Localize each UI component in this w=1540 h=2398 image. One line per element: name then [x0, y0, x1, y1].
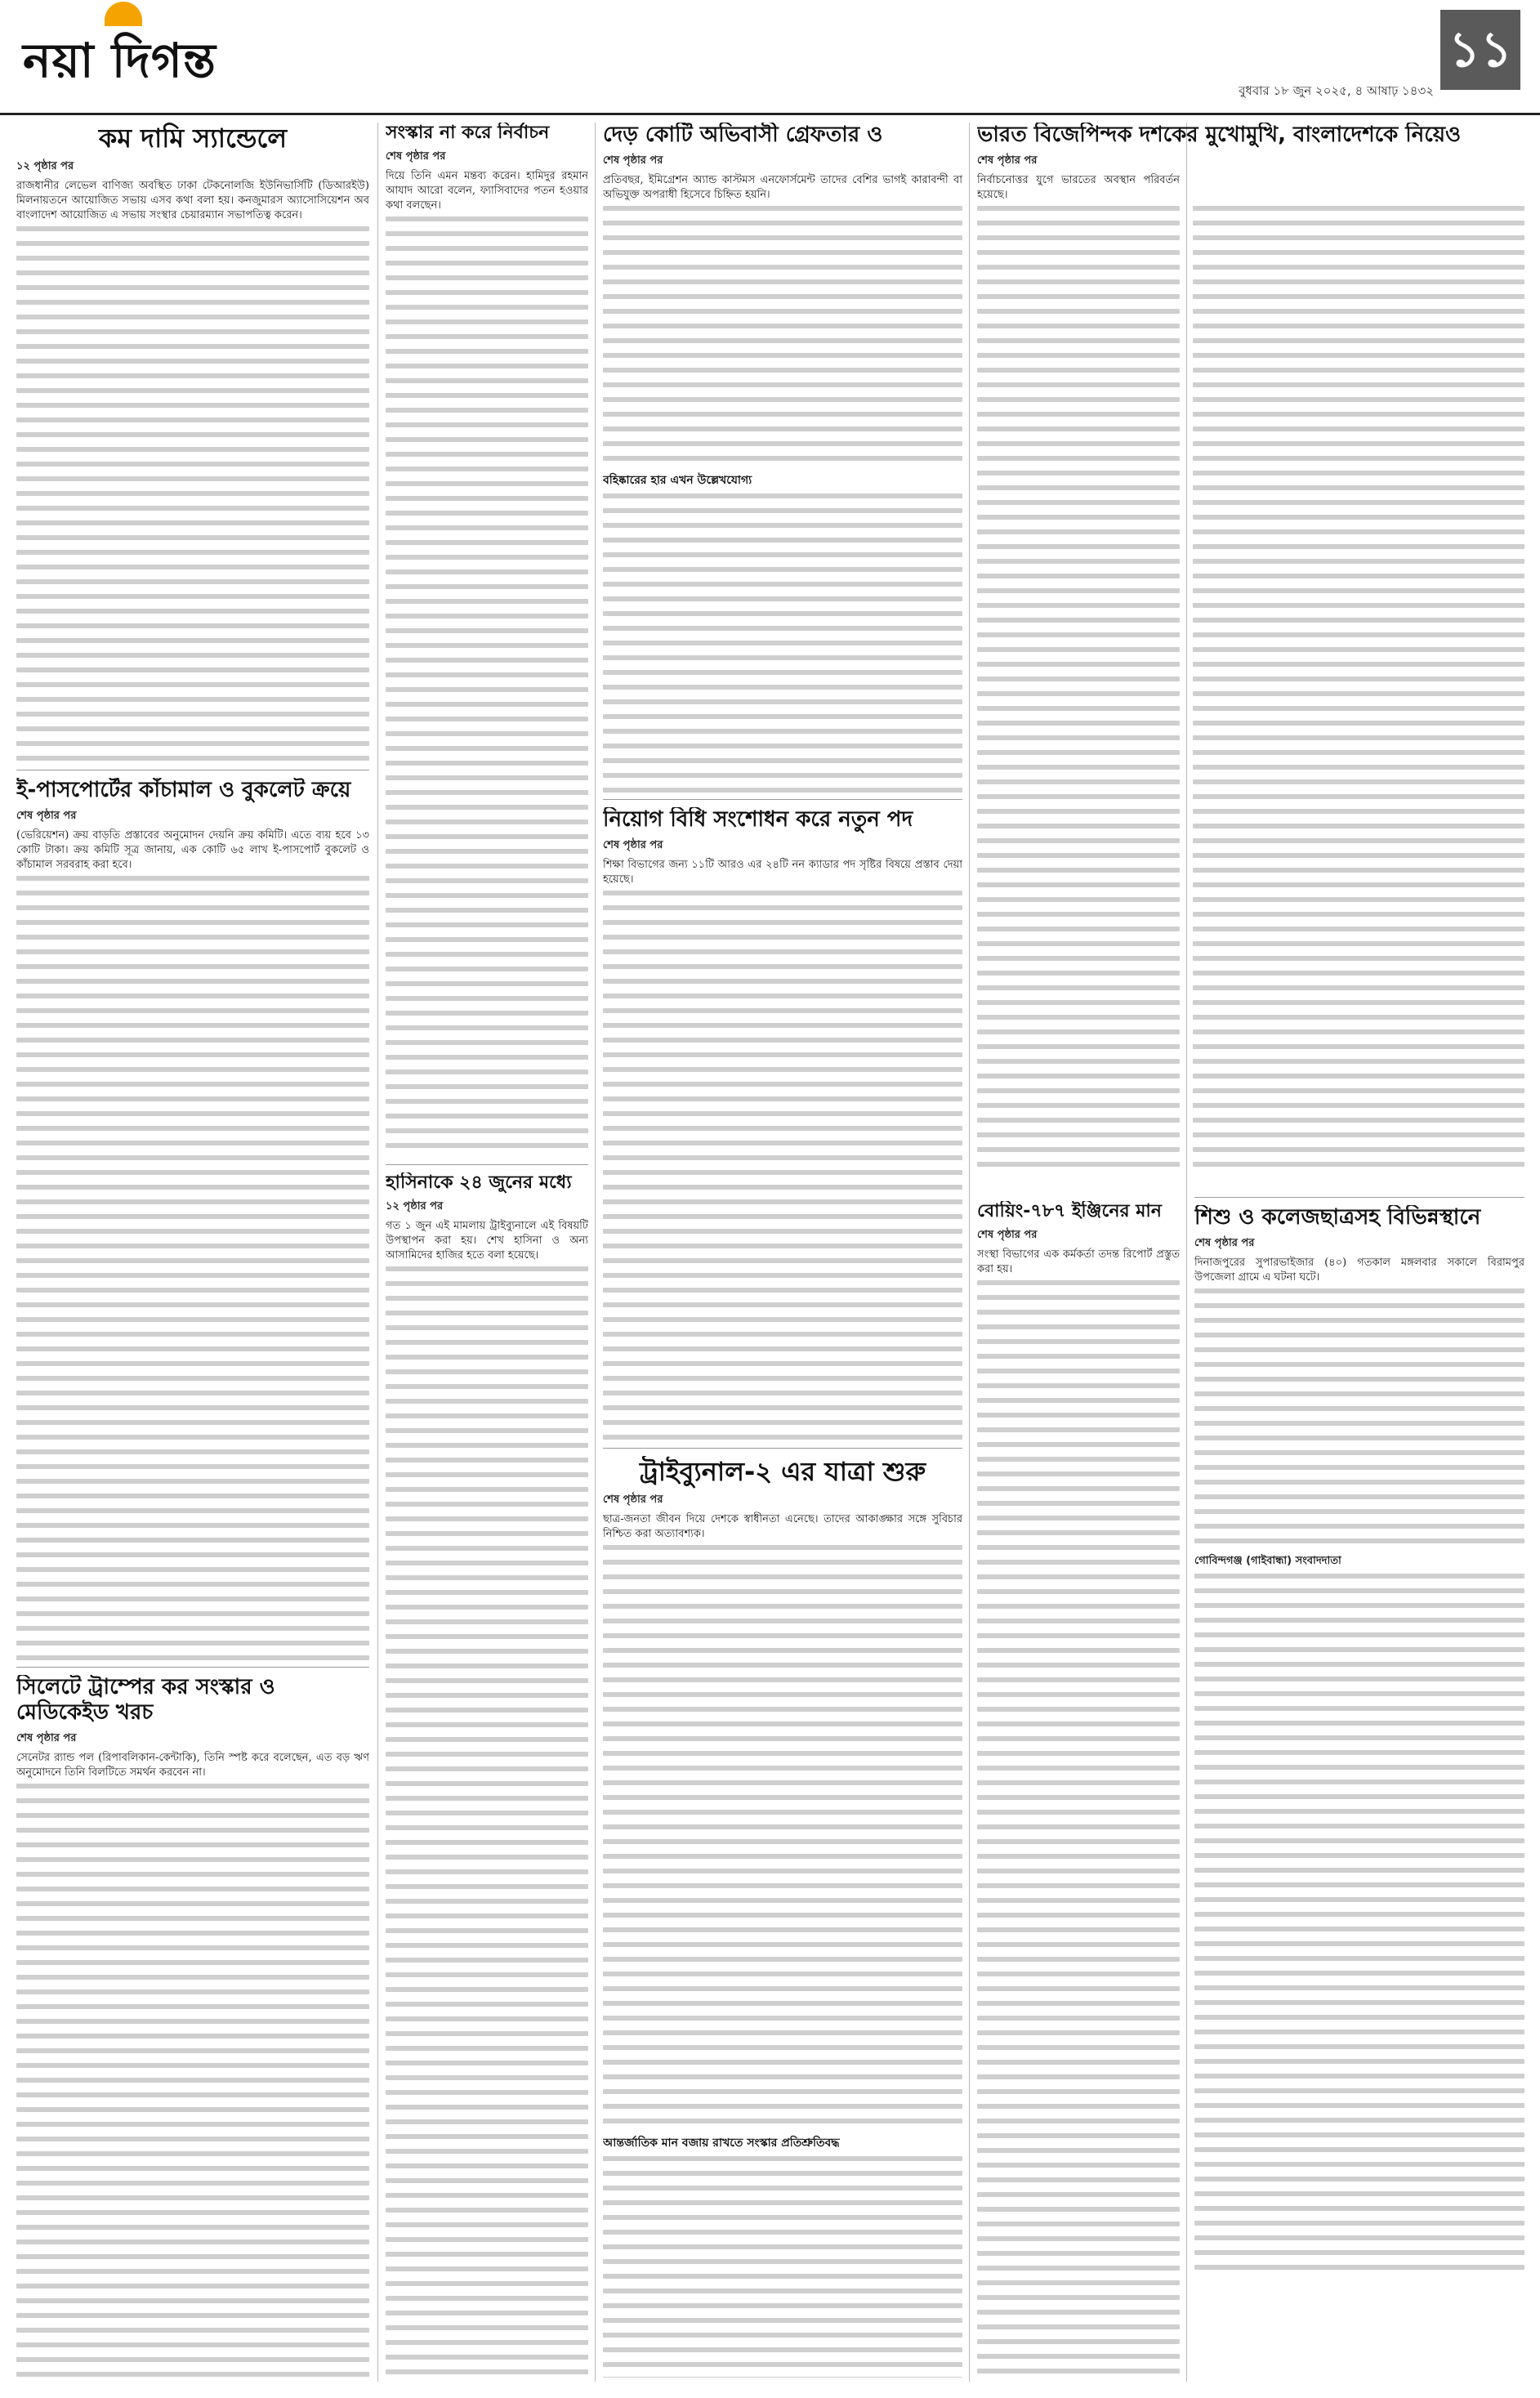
- story-lead: সংস্থা বিভাগের এক কর্মকর্তা তদন্ত রিপোর্ট প্রস্তুত করা হয়।: [977, 1248, 1180, 1276]
- story-india-bjp: [977, 123, 1524, 1193]
- story-lead: (ভেরিয়েশন) ক্রয় বাড়তি প্রস্তাবের অনুমোদন দেয়নি ক্রয় কমিটি। এতে ব্যয় হবে ১৩ কোটি টাকা। ক্রয় কমিটি সূত্র জানায়, এক কোটি ৬৫ লাখ ই-পাসপোর্ট বুকলেট ও কাঁচামাল সরবরাহ করা হবে।: [16, 829, 369, 872]
- story-subhead: বহিষ্কারের হার এখন উল্লেখযোগ্য: [603, 474, 752, 488]
- masthead: [0, 0, 1540, 115]
- story-lead: নির্বাচনোত্তর যুগে ভারতের অবস্থান পরিবর্তন হয়েছে।: [977, 174, 1180, 202]
- story-hasina: [386, 1172, 588, 2378]
- story-headline: ভারত বিজেপিন্দক দশকের মুখোমুখি, বাংলাদেশকে নিয়েও: [977, 123, 1462, 147]
- story-body: [16, 226, 369, 764]
- story-reform-election: [386, 123, 588, 1156]
- story-divider: [16, 1667, 369, 1668]
- issue-date: বুধবার ১৮ জুন ২০২৫, ৪ আষাঢ় ১৪৩২: [1239, 83, 1434, 98]
- newspaper-logo: নয়া দিগন্ত: [23, 33, 216, 88]
- story-divider: [603, 799, 962, 800]
- story-body: [16, 1784, 369, 2378]
- story-headline: নিয়োগ বিধি সংশোধন করে নতুন পদ: [603, 807, 913, 832]
- story-migrants: [603, 123, 962, 793]
- jump-line: শেষ পৃষ্ঠার পর: [386, 150, 446, 163]
- column-divider: [595, 123, 596, 2382]
- story-body: [16, 876, 369, 1660]
- story-body: [603, 206, 962, 461]
- story-lead: রাজধানীর লেভেল বাণিজ্য অবস্থিত ঢাকা টেকনোলজি ইউনিভার্সিটি (ডিআরইউ) মিলনায়তনে আয়োজিত সভায় এসব কথা বলা হয়। কনজুমারস অ্যাসোসিয়েশন অব বাংলাদেশ আয়োজিত এ সভায় সংস্থার চেয়ারম্যান সভাপতিত্ব করেন।: [16, 180, 369, 222]
- story-trump-tax: [16, 1675, 369, 2378]
- jump-line: শেষ পৃষ্ঠার পর: [977, 154, 1038, 167]
- story-body: [977, 1280, 1180, 2373]
- story-divider: [603, 1448, 962, 1449]
- column-divider: [969, 123, 970, 2382]
- story-subhead: আন্তর্জাতিক মান বজায় রাখতে সংস্কার প্রতিশ্রুতিবদ্ধ: [603, 2137, 840, 2150]
- story-boeing: [977, 1201, 1180, 2378]
- logo-sun-icon: [105, 2, 142, 26]
- jump-line: শেষ পৃষ্ঠার পর: [603, 839, 663, 852]
- story-lead: প্রতিবছর, ইমিগ্রেশন অ্যান্ড কাস্টমস এনফোর্সমেন্ট তাদের বেশির ভাগই কারাবন্দী বা অভিযুক্ত অপরাধী হিসেবে চিহ্নিত হয়নি।: [603, 174, 962, 202]
- story-lead: দিয়ে তিনি এমন মন্তব্য করেন। হামিদুর রহমান আযাদ আরো বলেন, ফ্যাসিবাদের পতন হওয়ার কথা বলছেন।: [386, 170, 588, 212]
- jump-line: ১২ পৃষ্ঠার পর: [386, 1200, 444, 1213]
- story-headline: কম দামি স্যান্ডেলে: [98, 123, 288, 154]
- story-body: [1193, 206, 1524, 1177]
- story-divider: [386, 1164, 588, 1165]
- story-headline: শিশু ও কলেজছাত্রসহ বিভিন্নস্থানে: [1194, 1205, 1481, 1230]
- jump-line: শেষ পৃষ্ঠার পর: [603, 1494, 663, 1507]
- story-lead: গত ১ জুন এই মামলায় ট্রাইব্যুনালে এই বিষয়টি উপস্থাপন করা হয়। শেখ হাসিনা ও অন্য আসামিদের হাজির হতে বলা হয়েছে।: [386, 1220, 588, 1262]
- story-sandal: [16, 123, 369, 764]
- jump-line: শেষ পৃষ্ঠার পর: [603, 154, 663, 167]
- story-headline: ই-পাসপোর্টের কাঁচামাল ও বুকলেট ক্রয়ে: [16, 778, 351, 802]
- story-tribunal: [603, 1456, 962, 2378]
- story-headline: সিলেটে ট্রাম্পের কর সংস্কার ও মেডিকেইড খরচ: [16, 1675, 275, 1726]
- jump-line: শেষ পৃষ্ঠার পর: [1194, 1237, 1255, 1250]
- story-body: [977, 206, 1180, 1177]
- jump-line: শেষ পৃষ্ঠার পর: [977, 1229, 1038, 1242]
- story-body: [603, 891, 962, 1440]
- story-lead: সেনেটর র‌্যান্ড পল (রিপাবলিকান-কেন্টাকি), তিনি স্পষ্ট করে বলেছেন, এত বড় ঋণ অনুমোদনে তিনি বিলটিতে সমর্থন করবেন না।: [16, 1752, 369, 1780]
- story-body: [386, 1266, 588, 2378]
- story-lead: দিনাজপুরের সুপারভাইজার (৪০) গতকাল মঙ্গলবার সকালে বিরামপুর উপজেলা গ্রামে এ ঘটনা ঘটে।: [1194, 1257, 1524, 1284]
- column-divider: [377, 123, 378, 2382]
- story-headline: বোয়িং-৭৮৭ ইঞ্জিনের মান: [977, 1201, 1162, 1221]
- story-recruitment: [603, 807, 962, 1440]
- story-body: [386, 217, 588, 1156]
- page-number: ১১: [1440, 10, 1520, 90]
- story-lead: ছাত্র-জনতা জীবন দিয়ে দেশকে স্বাধীনতা এনেছে। তাদের আকাঙ্ক্ষার সঙ্গে সুবিচার নিশ্চিত করা অত্যাবশ্যক।: [603, 1513, 962, 1541]
- story-body: [603, 1545, 962, 2123]
- story-headline: হাসিনাকে ২৪ জুনের মধ্যে: [386, 1172, 572, 1193]
- story-headline: সংস্কার না করে নির্বাচন: [386, 123, 550, 143]
- jump-line: ১২ পৃষ্ঠার পর: [16, 160, 74, 173]
- story-e-passport: [16, 778, 369, 1660]
- story-children-students: [1194, 1205, 1524, 2378]
- jump-line: শেষ পৃষ্ঠার পর: [16, 810, 77, 823]
- jump-line: শেষ পৃষ্ঠার পর: [16, 1732, 77, 1745]
- story-body: [603, 2156, 962, 2378]
- story-headline: ট্রাইব্যুনাল-২ এর যাত্রা শুরু: [639, 1456, 926, 1487]
- story-body: [1194, 1288, 1524, 1543]
- story-lead: শিক্ষা বিভাগের জন্য ১১টি আরও এর ২৪টি নন ক্যাডার পদ সৃষ্টির বিষয়ে প্রস্তাব দেয়া হয়েছে।: [603, 859, 962, 886]
- story-byline: গোবিন্দগঞ্জ (গাইবান্ধা) সংবাদদাতা: [1194, 1555, 1341, 1568]
- story-headline: দেড় কোটি অভিবাসী গ্রেফতার ও: [603, 123, 883, 147]
- story-body: [1194, 1574, 1524, 2270]
- story-body: [603, 493, 962, 793]
- story-divider: [1194, 1197, 1524, 1198]
